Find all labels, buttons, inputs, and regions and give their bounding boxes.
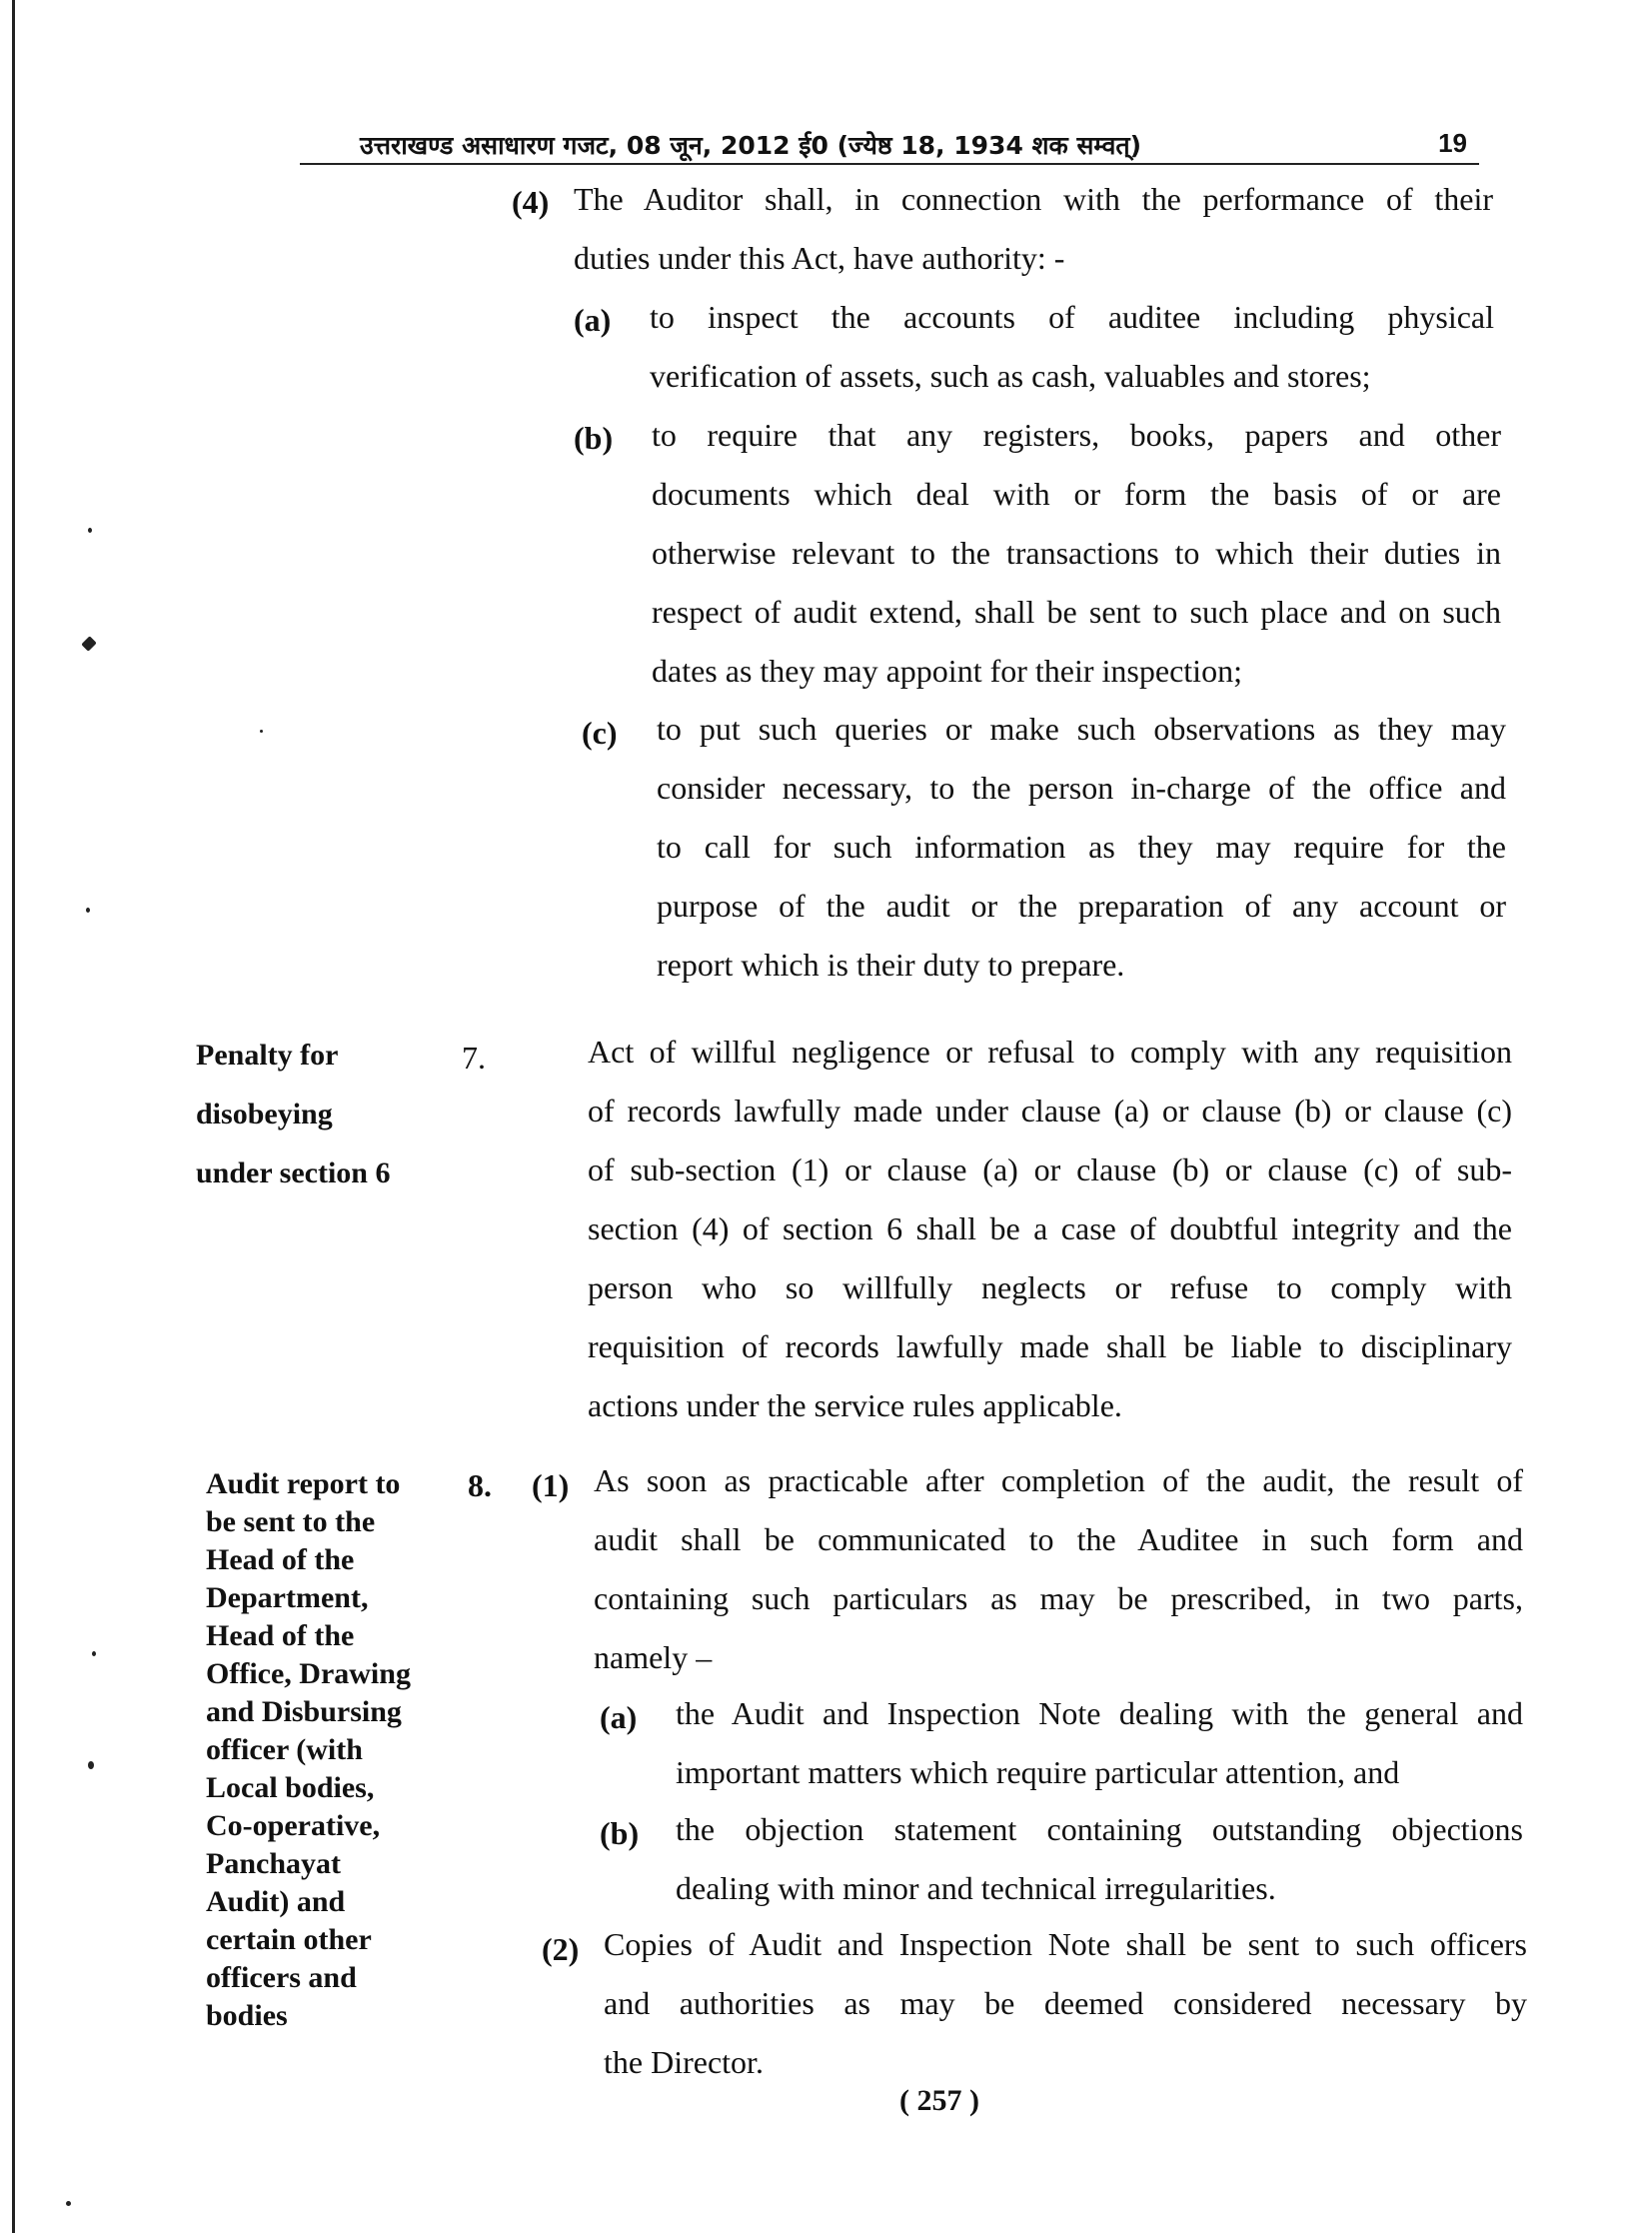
scan-speck <box>81 636 97 652</box>
text-line: As soon as practicable after completion of the audit, the result of <box>594 1462 1523 1498</box>
scan-speck <box>86 908 90 913</box>
marginal-note-line: Co-operative, <box>206 1809 381 1842</box>
scan-speck <box>88 1761 94 1769</box>
marginal-note-line: Department, <box>206 1581 369 1614</box>
text-line: the objection statement containing outstanding objections <box>676 1811 1523 1847</box>
section-8-clause-a-text <box>676 1684 1523 1802</box>
text-line: to put such queries or make such observations as they may <box>657 711 1506 747</box>
section-8-marginal-note <box>206 1465 411 2035</box>
marginal-note-line: and Disbursing <box>206 1695 402 1728</box>
text-line: report which is their duty to prepare. <box>657 947 1125 983</box>
text-line: audit shall be communicated to the Auditee in such form and <box>594 1521 1523 1557</box>
marginal-note-line: disobeying <box>196 1098 333 1130</box>
text-line: namely – <box>594 1639 713 1675</box>
footer-page-label: ( 257 ) <box>899 2084 979 2117</box>
section-8-clause-b-label: (b) <box>600 1815 640 1851</box>
text-line: dates as they may appoint for their inspection; <box>652 653 1242 689</box>
text-line: containing such particulars as may be prescribed, in two parts, <box>594 1580 1523 1616</box>
section-8-number: 8. <box>468 1467 492 1503</box>
text-line: consider necessary, to the person in-charge of the office and <box>657 770 1506 806</box>
text-line: verification of assets, such as cash, valuables and stores; <box>650 358 1371 394</box>
clause-a-label: (a) <box>574 302 612 338</box>
marginal-note-line: Office, Drawing <box>206 1657 411 1690</box>
marginal-note-line: Penalty for <box>196 1039 339 1072</box>
text-line: actions under the service rules applicable. <box>588 1387 1122 1423</box>
marginal-note-line: Panchayat <box>206 1847 341 1880</box>
text-line: to require that any registers, books, papers and other <box>652 417 1501 453</box>
marginal-note-line: Local bodies, <box>206 1771 375 1804</box>
marginal-note-line: Audit) and <box>206 1885 346 1918</box>
marginal-note-line: Head of the <box>206 1619 355 1652</box>
marginal-note-line: certain other <box>206 1923 372 1956</box>
text-line: respect of audit extend, shall be sent to such place and on such <box>652 594 1501 630</box>
marginal-note-line: Head of the <box>206 1543 355 1576</box>
section-7-text <box>588 1023 1512 1435</box>
text-line: of records lawfully made under clause (a) or clause (b) or clause (c) <box>588 1093 1512 1128</box>
text-line: section (4) of section 6 shall be a case of doubtful integrity and the <box>588 1210 1512 1246</box>
clause-a-text <box>650 288 1494 406</box>
sub-section-4-text <box>574 170 1493 288</box>
text-line: important matters which require particular attention, and <box>676 1754 1400 1790</box>
section-8-sub2-text <box>604 1915 1527 2092</box>
scan-speck <box>66 2201 71 2206</box>
text-line: otherwise relevant to the transactions to which their duties in <box>652 535 1501 571</box>
marginal-note-line: bodies <box>206 1999 288 2032</box>
text-line: purpose of the audit or the preparation of any account or <box>657 888 1506 924</box>
clause-b-text <box>652 406 1501 701</box>
text-line: person who so willfully neglects or refuse to comply with <box>588 1269 1512 1305</box>
text-line: of sub-section (1) or clause (a) or clause (b) or clause (c) of sub- <box>588 1151 1512 1187</box>
text-line: The Auditor shall, in connection with the performance of their <box>574 181 1493 217</box>
section-8-sub1-label: (1) <box>532 1467 570 1503</box>
text-line: duties under this Act, have authority: - <box>574 240 1065 276</box>
header-rule <box>300 163 1479 165</box>
text-line: Act of willful negligence or refusal to comply with any requisition <box>588 1034 1512 1070</box>
text-line: the Director. <box>604 2044 764 2080</box>
text-line: dealing with minor and technical irregularities. <box>676 1870 1276 1906</box>
text-line: documents which deal with or form the basis of or are <box>652 476 1501 512</box>
section-8-clause-a-label: (a) <box>600 1699 638 1735</box>
scan-speck <box>260 730 263 733</box>
clause-c-label: (c) <box>582 715 618 751</box>
marginal-note-line: officers and <box>206 1961 357 1994</box>
text-line: requisition of records lawfully made shall be liable to disciplinary <box>588 1328 1512 1364</box>
text-line: the Audit and Inspection Note dealing with the general and <box>676 1695 1523 1731</box>
marginal-note-line: officer (with <box>206 1733 363 1766</box>
section-7-marginal-note <box>196 1026 390 1202</box>
scan-speck <box>88 528 92 533</box>
header-title: उत्तराखण्ड असाधारण गजट, 08 जून, 2012 ई0 (ज्येष्ठ 18, 1934 शक सम्वत्) <box>360 131 1142 160</box>
text-line: and authorities as may be deemed considered necessary by <box>604 1985 1527 2021</box>
section-8-clause-b-text <box>676 1800 1523 1918</box>
page-header <box>300 122 1479 166</box>
clause-c-text <box>657 700 1506 995</box>
marginal-note-line: under section 6 <box>196 1156 391 1189</box>
section-7-number: 7. <box>462 1040 486 1076</box>
scan-speck <box>92 1651 96 1656</box>
text-line: to call for such information as they may require for the <box>657 829 1506 865</box>
left-border-line <box>12 0 15 2233</box>
sub-section-4-label: (4) <box>512 184 550 220</box>
marginal-note-line: be sent to the <box>206 1505 376 1538</box>
section-8-sub2-label: (2) <box>542 1931 580 1967</box>
text-line: to inspect the accounts of auditee including physical <box>650 299 1494 335</box>
section-8-sub1-text <box>594 1451 1523 1687</box>
header-page-number: 19 <box>1438 128 1467 158</box>
marginal-note-line: Audit report to <box>206 1467 401 1500</box>
text-line: Copies of Audit and Inspection Note shall be sent to such officers <box>604 1926 1527 1962</box>
clause-b-label: (b) <box>574 420 614 456</box>
